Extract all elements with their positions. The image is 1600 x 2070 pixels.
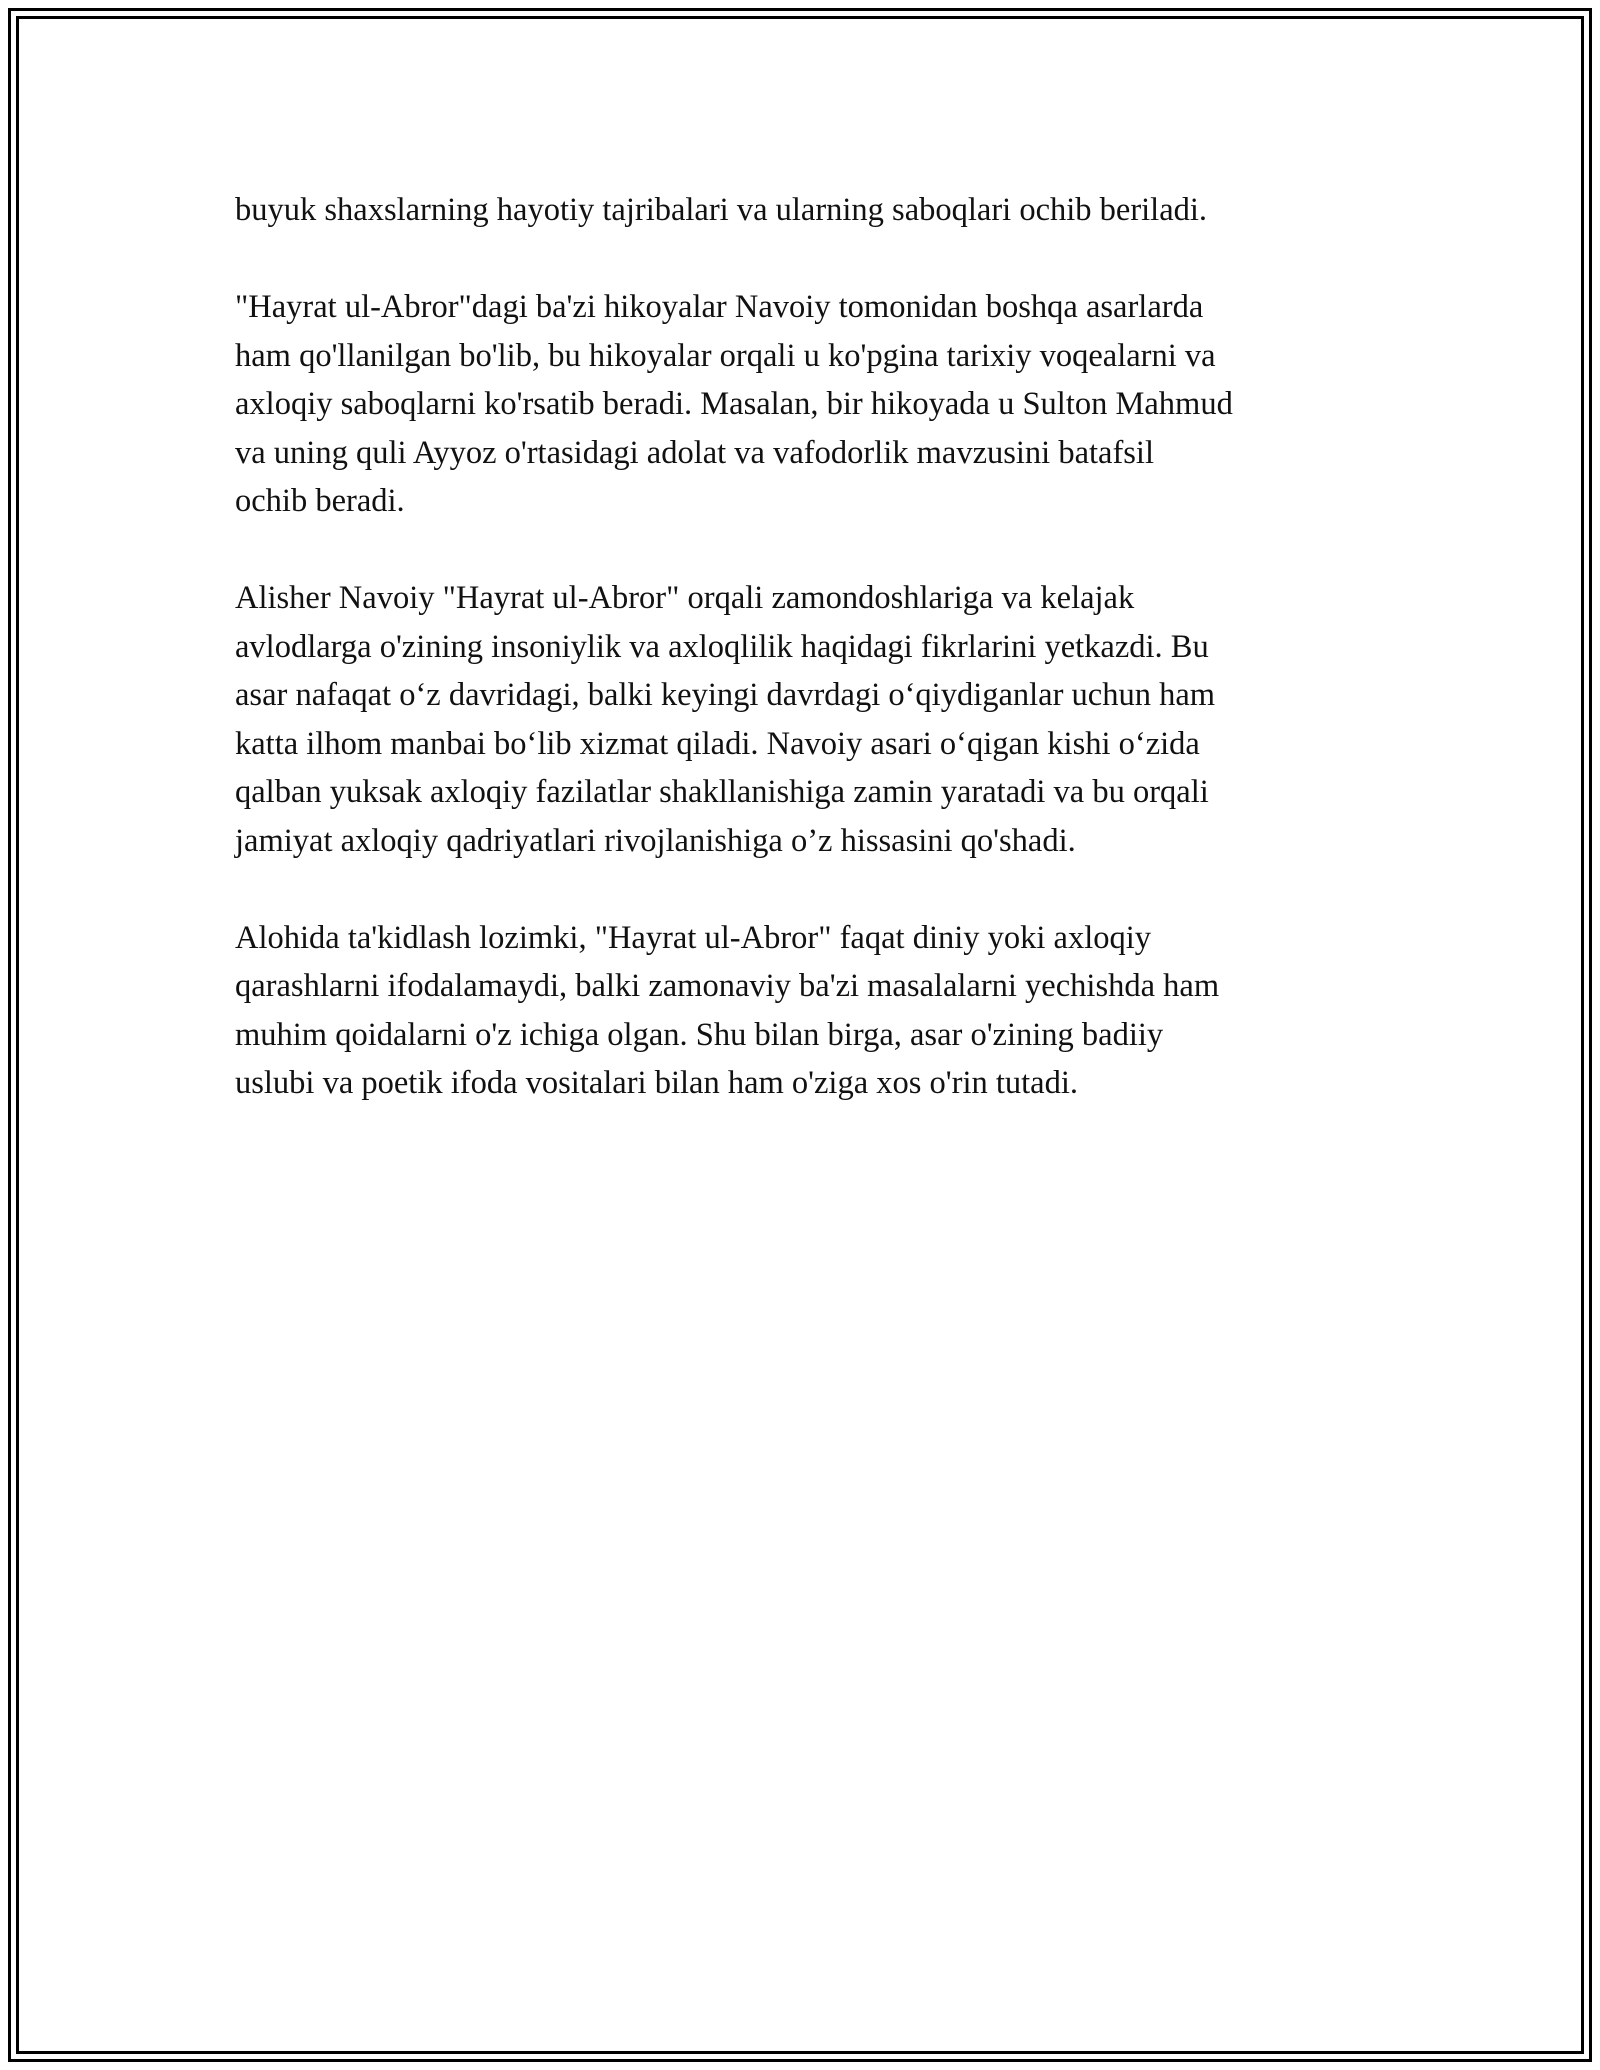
text-line: Alisher Navoiy "Hayrat ul-Abror" orqali zamondoshlariga va kelajak bbox=[235, 580, 1135, 616]
text-line: avlodlarga o'zining insoniylik va axloqlilik haqidagi fikrlarini yetkazdi. Bu bbox=[235, 628, 1209, 665]
paragraph-2 bbox=[235, 283, 1375, 526]
text-line: qalban yuksak axloqiy fazilatlar shakllanishiga zamin yaratadi va bu orqali bbox=[235, 774, 1209, 810]
text-line: axloqiy saboqlarni ko'rsatib beradi. Masalan, bir hikoyada u Sulton Mahmud bbox=[235, 386, 1233, 422]
text-line: "Hayrat ul-Abror"dagi ba'zi hikoyalar Navoiy tomonidan boshqa asarlarda bbox=[235, 289, 1204, 325]
text-line: jamiyat axloqiy qadriyatlari rivojlanishiga o’z hissasini qo'shadi. bbox=[235, 822, 1076, 859]
text-line: ochib beradi. bbox=[235, 483, 405, 519]
text-line: muhim qoidalarni o'z ichiga olgan. Shu bilan birga, asar o'zining badiiy bbox=[235, 1016, 1164, 1053]
text-line: Alohida ta'kidlash lozimki, "Hayrat ul-Abror" faqat diniy yoki axloqiy bbox=[235, 919, 1152, 956]
text-line: katta ilhom manbai bo‘lib xizmat qiladi. Navoiy asari o‘qigan kishi o‘zida bbox=[235, 725, 1200, 762]
text-line: uslubi va poetik ifoda vositalari bilan ham o'ziga xos o'rin tutadi. bbox=[235, 1065, 1079, 1101]
text-line: ham qo'llanilgan bo'lib, bu hikoyalar orqali u ko'pgina tarixiy voqealarni va bbox=[235, 337, 1216, 374]
paragraph-1 bbox=[235, 186, 1375, 235]
text-line: asar nafaqat o‘z davridagi, balki keyingi davrdagi o‘qiydiganlar uchun ham bbox=[235, 677, 1216, 713]
text-line: buyuk shaxslarning hayotiy tajribalari va ularning saboqlari ochib beriladi. bbox=[235, 192, 1208, 228]
paragraph-3 bbox=[235, 574, 1375, 865]
text-line: va uning quli Ayyoz o'rtasidagi adolat va vafodorlik mavzusini batafsil bbox=[235, 434, 1154, 471]
document-body bbox=[235, 186, 1375, 1156]
paragraph-4 bbox=[235, 914, 1375, 1108]
text-line: qarashlarni ifodalamaydi, balki zamonaviy ba'zi masalalarni yechishda ham bbox=[235, 968, 1220, 1004]
